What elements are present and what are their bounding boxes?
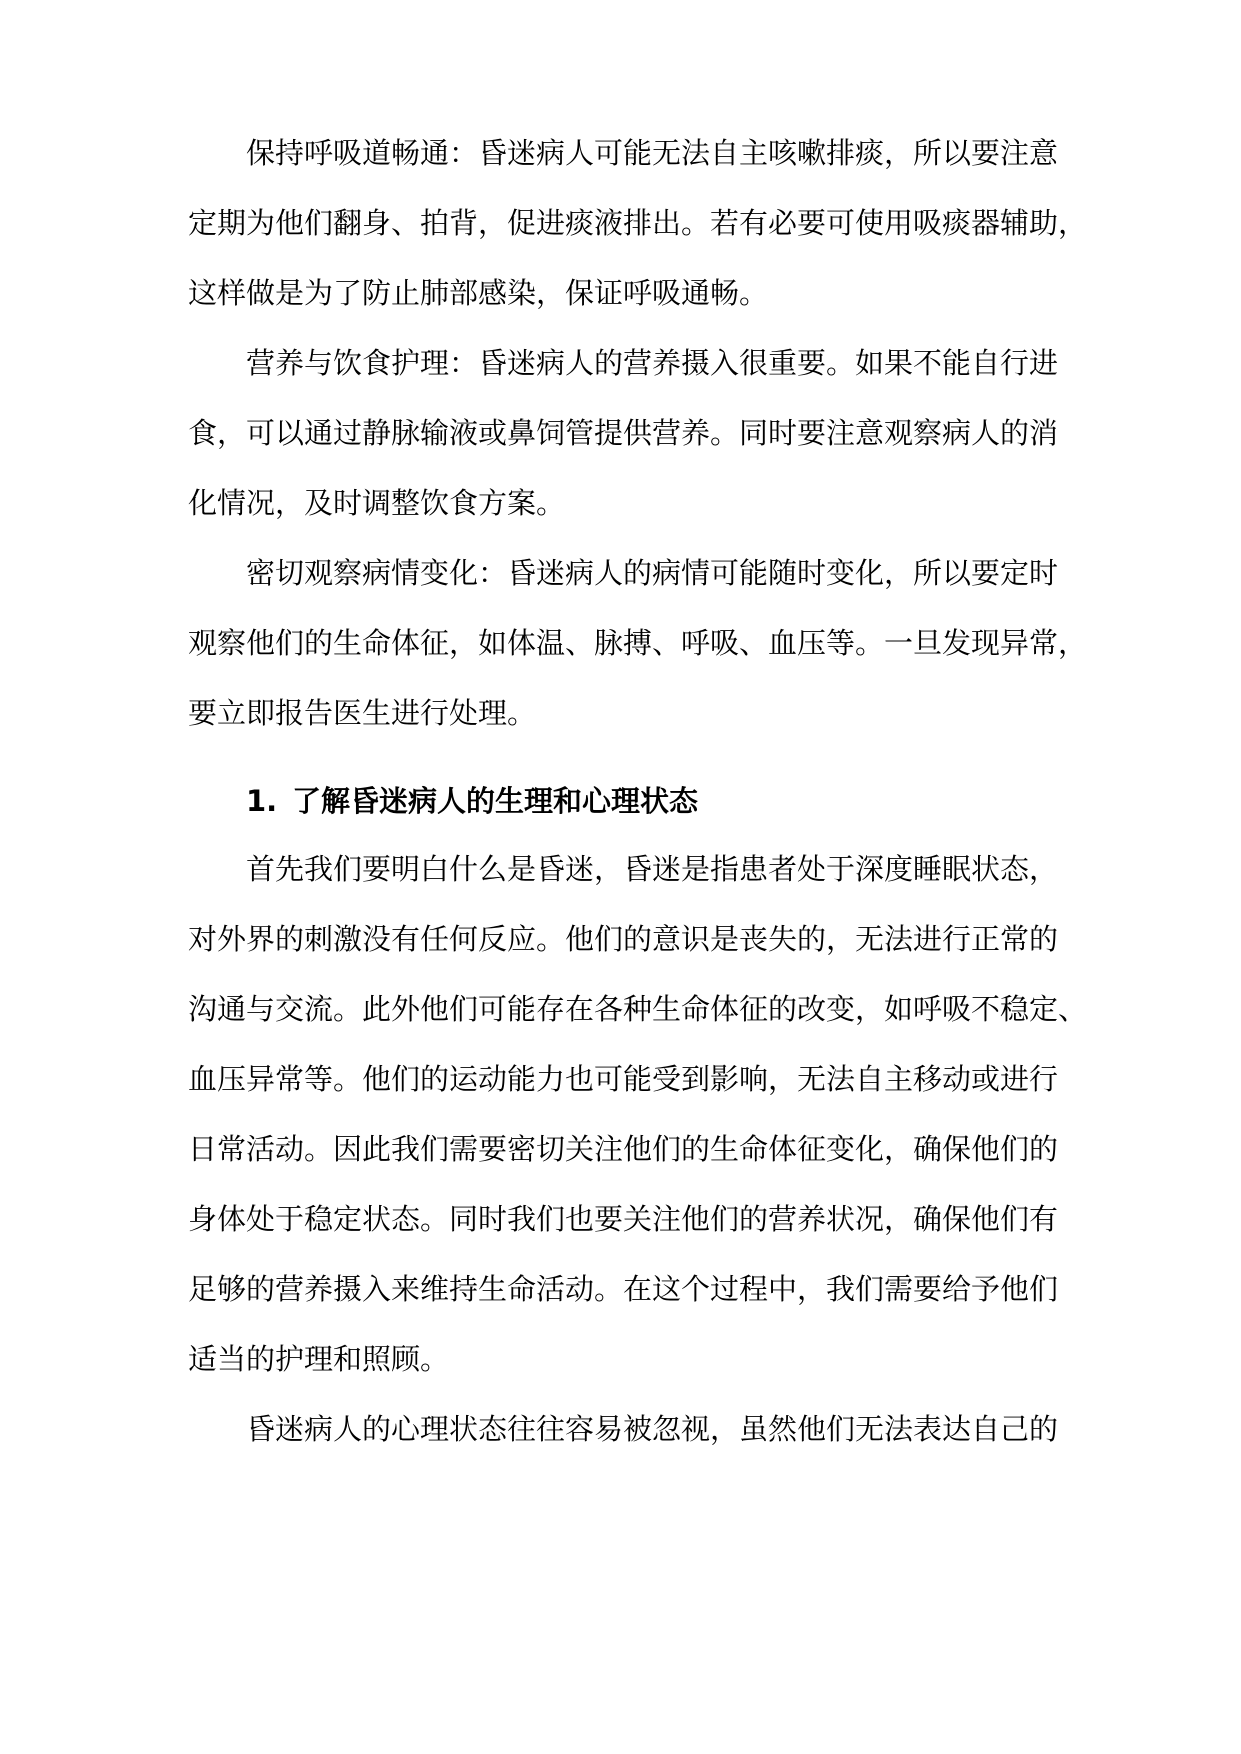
paragraph-4-line-5: 日常活动。因此我们需要密切关注他们的生命体征变化，确保他们的: [188, 1132, 1059, 1166]
paragraph-4-line-2: 对外界的刺激没有任何反应。他们的意识是丧失的，无法进行正常的: [188, 922, 1059, 956]
section-heading-title: 了解昏迷病人的生理和心理状态: [292, 784, 699, 818]
section-heading: [246, 781, 698, 821]
paragraph-4-line-7: 足够的营养摄入来维持生命活动。在这个过程中，我们需要给予他们: [188, 1272, 1059, 1306]
paragraph-4-line-8: 适当的护理和照顾。: [188, 1342, 450, 1376]
paragraph-3-line-1: 密切观察病情变化：昏迷病人的病情可能随时变化，所以要定时: [246, 556, 1059, 590]
paragraph-3-line-3: 要立即报告医生进行处理。: [188, 696, 537, 730]
paragraph-1-line-1: 保持呼吸道畅通：昏迷病人可能无法自主咳嗽排痰，所以要注意: [246, 136, 1059, 170]
paragraph-2-line-1: 营养与饮食护理：昏迷病人的营养摄入很重要。如果不能自行进: [246, 346, 1059, 380]
paragraph-1-line-2: 定期为他们翻身、拍背，促进痰液排出。若有必要可使用吸痰器辅助，: [188, 206, 1088, 240]
paragraph-4-line-6: 身体处于稳定状态。同时我们也要关注他们的营养状况，确保他们有: [188, 1202, 1059, 1236]
section-heading-number: 1.: [246, 784, 278, 818]
paragraph-4-line-4: 血压异常等。他们的运动能力也可能受到影响，无法自主移动或进行: [188, 1062, 1059, 1096]
paragraph-2-line-2: 食，可以通过静脉输液或鼻饲管提供营养。同时要注意观察病人的消: [188, 416, 1059, 450]
paragraph-3-line-2: 观察他们的生命体征，如体温、脉搏、呼吸、血压等。一旦发现异常，: [188, 626, 1088, 660]
paragraph-4-line-3: 沟通与交流。此外他们可能存在各种生命体征的改变，如呼吸不稳定、: [188, 992, 1088, 1026]
paragraph-1-line-3: 这样做是为了防止肺部感染，保证呼吸通畅。: [188, 276, 769, 310]
paragraph-4-line-1: 首先我们要明白什么是昏迷，昏迷是指患者处于深度睡眠状态，: [246, 852, 1059, 886]
paragraph-2-line-3: 化情况，及时调整饮食方案。: [188, 486, 566, 520]
paragraph-5-line-1: 昏迷病人的心理状态往往容易被忽视，虽然他们无法表达自己的: [246, 1412, 1059, 1446]
